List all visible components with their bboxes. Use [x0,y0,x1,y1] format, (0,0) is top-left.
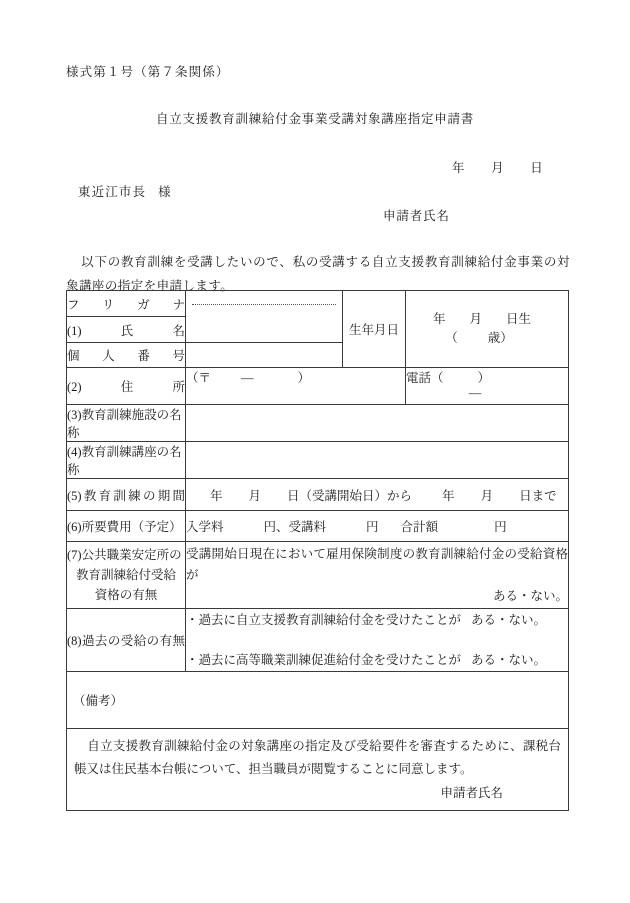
dob-label: 生年月日 [343,291,406,368]
addressee [78,182,172,200]
dob-day-label: 日生 [506,311,532,326]
age-open-paren: （ [445,330,458,345]
zip-close: ） [297,371,311,385]
training-period-label: (5)教育訓練の期間 [67,479,186,511]
table-row-remarks [67,672,569,729]
table-row-facility [67,405,569,442]
hellowork-choice[interactable]: ある・ない。 [492,588,568,603]
table-row-period [67,479,569,511]
hellowork-label-line2: 教育訓練給付受給 [75,568,176,582]
address-label-suffix: 所 [172,380,185,394]
dob-value-cell[interactable] [406,291,569,368]
consent-block [67,729,568,810]
zip-open: （〒 [186,371,212,385]
addressee-honorific: 様 [158,185,172,199]
cost-label: (6)所要費用（予定） [67,511,186,542]
table-row-cost [67,511,569,542]
training-period-cell[interactable] [186,479,569,511]
date-day-label: 日 [530,161,544,175]
past-benefit-item-1 [186,610,568,630]
date-month-label: 月 [491,161,505,175]
table-row-hellowork [67,542,569,609]
hellowork-statement-line1: 受講開始日現在において雇用保険制度の教育訓練給付金の受給資格が [186,546,568,582]
past-benefit-item-2-text: ・過去に高等職業訓練促進給付金を受けたことが [186,653,462,667]
course-name-label: (4)教育訓練講座の名称 [67,442,186,479]
furigana-dotted-line [192,304,336,305]
tel-dash: — [468,386,482,400]
hellowork-label [67,542,186,609]
period-start-day: 日（受講開始日）から [287,488,413,503]
admission-fee-label: 入学料 [186,520,224,534]
date-line [452,158,543,176]
hellowork-label-line3: 資格の有無 [94,588,158,602]
furigana-label: フリガナ [67,291,186,317]
name-input-cell[interactable] [186,291,343,343]
name-label-suffix: 名 [172,323,185,338]
tel-close-paren: ） [477,371,491,385]
table-row-furigana [67,291,569,317]
period-end-year: 年 [442,488,455,503]
applicant-name-label-top: 申請者氏名 [383,209,450,223]
past-benefit-item-1-text: ・過去に自立支援教育訓練給付金を受けたことが [186,613,462,627]
addressee-name: 東近江市長 [78,185,147,199]
cost-cell[interactable] [186,511,569,542]
age-label: 歳） [487,330,513,345]
past-benefit-item-2 [186,650,568,670]
period-end-day: 日まで [519,488,557,503]
zip-dash: — [241,371,254,385]
address-input-cell[interactable] [186,368,406,405]
tel-label: 電話（ [406,371,444,385]
table-row-course [67,442,569,479]
remarks-label: （備考） [73,694,124,708]
period-start-year: 年 [210,488,223,503]
hellowork-statement-cell[interactable] [186,542,569,609]
facility-name-label: (3)教育訓練施設の名称 [67,405,186,442]
total-amount-unit: 円 [494,520,507,534]
date-year-label: 年 [452,161,466,175]
past-benefit-item-1-choice[interactable]: ある・ない。 [471,613,547,627]
dob-year-label: 年 [432,311,446,326]
table-row-past-benefits [67,609,569,672]
application-table [66,290,569,811]
course-name-input-cell[interactable] [186,442,569,479]
name-label-prefix: (1)氏 [67,323,173,338]
name-label [67,317,186,343]
facility-name-input-cell[interactable] [186,405,569,442]
remarks-cell[interactable] [67,672,569,729]
page-title: 自立支援教育訓練給付金事業受講対象講座指定申請書 [155,112,474,126]
mynumber-input-cell[interactable] [186,343,343,368]
intro-text: 以下の教育訓練を受講したいので、私の受講する自立支援教育訓練給付金事業の対象講座の指定を申請します。 [66,255,570,293]
form-number: 様式第１号（第７条関係） [66,65,230,79]
hellowork-label-line1: (7)公共職業安定所の [67,548,182,562]
past-benefit-item-2-choice[interactable]: ある・ない。 [471,653,547,667]
consent-text: 自立支援教育訓練給付金の対象講座の指定及び受給要件を審査するために、課税台帳又は住民基本台帳について、担当職員が閲覧することに同意します。 [74,739,561,776]
past-benefits-label: (8)過去の受給の有無 [67,609,186,672]
tuition-fee-unit: 円 [366,520,379,534]
telephone-cell[interactable] [406,368,569,405]
table-row-address [67,368,569,405]
mynumber-label: 個 人 番 号 [67,343,186,368]
applicant-signature-label[interactable]: 申請者氏名 [440,786,503,800]
admission-fee-unit: 円、受講料 [263,520,327,534]
period-start-month: 月 [248,488,262,503]
past-benefits-cell[interactable] [186,609,569,672]
table-row-consent [67,729,569,811]
dob-month-label: 月 [469,311,482,326]
consent-cell [67,729,569,811]
period-end-month: 月 [480,488,494,503]
total-amount-label: 合計額 [400,520,439,534]
address-label-prefix: (2)住 [67,380,173,394]
address-label [67,368,186,405]
